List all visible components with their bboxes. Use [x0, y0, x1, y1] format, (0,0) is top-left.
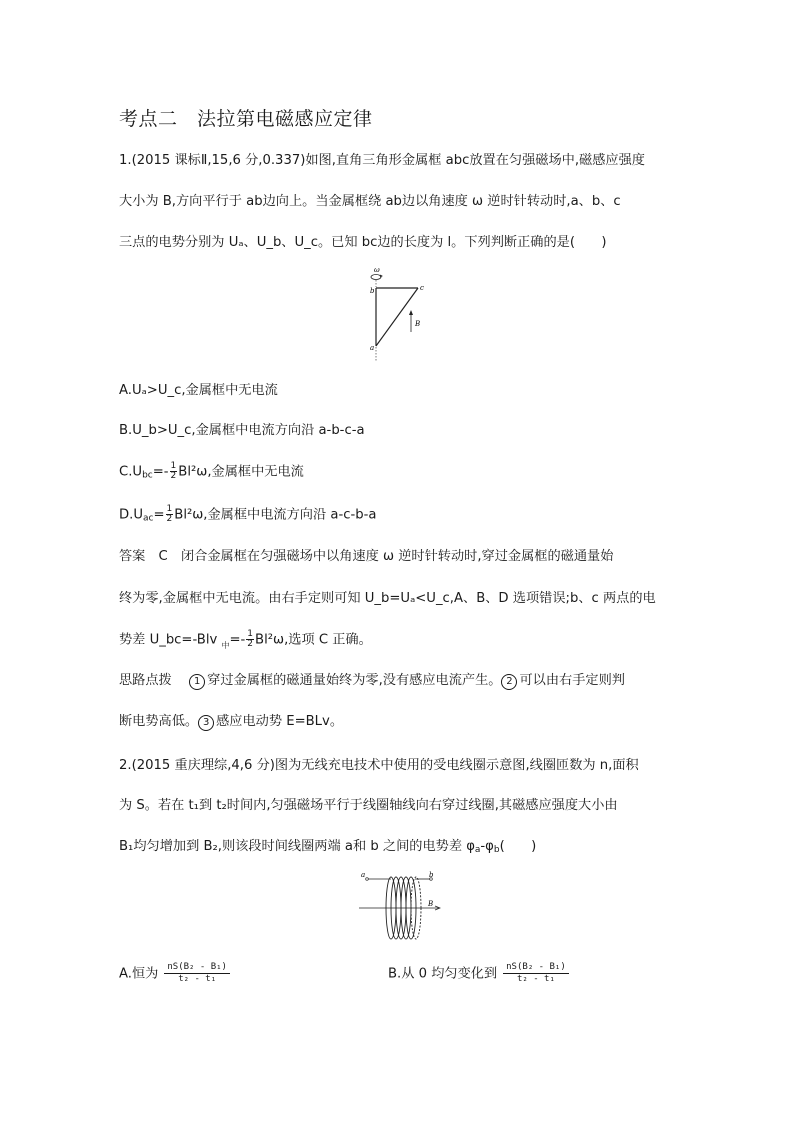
q1-option-c: $C.U_{bc}=-$ $\frac{1}{2}$ Bl²ω,金属框中无电流 [119, 461, 304, 481]
section-title: 考点二 法拉第电磁感应定律 [119, 108, 373, 130]
q2-fraction: $\frac{\text{nS(B₂ - B₁)}}{\text{t₂ - t₁}}$ [503, 962, 569, 985]
q1-stem-line-2: 大小为 B,方向平行于 ab边向上。当金属框绕 ab边以角速度 ω 逆时针转动时,a、b、c [119, 194, 621, 209]
circled-number-3: 3 [198, 715, 214, 731]
half-fraction: $\frac{1}{2}$ [247, 629, 254, 649]
q2-fraction: $\frac{\text{nS(B₂ - B₁)}}{\text{t₂ - t₁}}$ [164, 962, 230, 985]
q2-coil-figure [353, 866, 445, 948]
q2-option-a: A.恒为 $\frac{\text{nS(B₂ - B₁)}}{\text{t₂ - t₁}}$ [119, 962, 230, 985]
q1-option-b: B.U_b>U_c,金属框中电流方向沿 a-b-c-a [119, 423, 365, 438]
field-B-label: B [415, 320, 421, 328]
answer-line-2: 终为零,金属框中无电流。由右手定则可知 U_b=Uₐ<U_c,A、B、D 选项错误;b、c 两点的电 [119, 591, 656, 606]
q2-stem-line-1: 2.(2015 重庆理综,4,6 分)图为无线充电技术中使用的受电线圈示意图,线圈匝数为 n,面积 [119, 758, 639, 773]
answer-line-3: 势差 U_bc=-Blv $_中$=- $\frac{1}{2}$ Bl²ω,选项 C 正确。 [119, 629, 372, 650]
vertex-b-label: b [370, 287, 375, 295]
q1-option-d: $D.U_{ac}=$ $\frac{1}{2}$ Bl²ω,金属框中电流方向沿 a-c-b-a [119, 504, 377, 524]
half-fraction: $\frac{1}{2}$ [170, 461, 177, 481]
q2-stem-line-3: B₁均匀增加到 B₂,则该段时间线圈两端 a和 b 之间的电势差 $\varphi_a-\varphi_b$( ) [119, 839, 537, 855]
tips-line-2: 断电势高低。 3 感应电动势 E=BLv。 [119, 714, 344, 729]
omega-label: ω [374, 266, 380, 274]
tips-line-1: 思路点拨 1 穿过金属框的磁通量始终为零,没有感应电流产生。 2 可以由右手定则判 [119, 673, 625, 688]
q2-stem-line-2: 为 S。若在 t₁到 t₂时间内,匀强磁场平行于线圈轴线向右穿过线圈,其磁感应强度大小由 [119, 798, 618, 813]
q1-option-a: A.Uₐ>U_c,金属框中无电流 [119, 383, 278, 398]
circled-number-2: 2 [501, 674, 517, 690]
q2-option-b: B.从 0 均匀变化到 $\frac{\text{nS(B₂ - B₁)}}{\text{t₂ - t₁}}$ [388, 962, 569, 985]
circled-number-1: 1 [189, 674, 205, 690]
terminal-b-label: b [429, 871, 434, 879]
vertex-c-label: c [420, 284, 424, 292]
answer-line-1: 答案 C 闭合金属框在匀强磁场中以角速度 ω 逆时针转动时,穿过金属框的磁通量始 [119, 549, 614, 564]
q1-stem-line-1: 1.(2015 课标Ⅱ,15,6 分,0.337)如图,直角三角形金属框 abc放置在匀强磁场中,磁感应强度 [119, 153, 645, 168]
vertex-a-label: a [370, 344, 375, 352]
half-fraction: $\frac{1}{2}$ [166, 504, 173, 524]
terminal-a-label: a [361, 871, 366, 879]
q1-stem-line-3: 三点的电势分别为 Uₐ、U_b、U_c。已知 bc边的长度为 l。下列判断正确的是( ) [119, 235, 607, 250]
q1-triangle-figure [360, 264, 440, 364]
field-B-label: B [428, 900, 434, 908]
